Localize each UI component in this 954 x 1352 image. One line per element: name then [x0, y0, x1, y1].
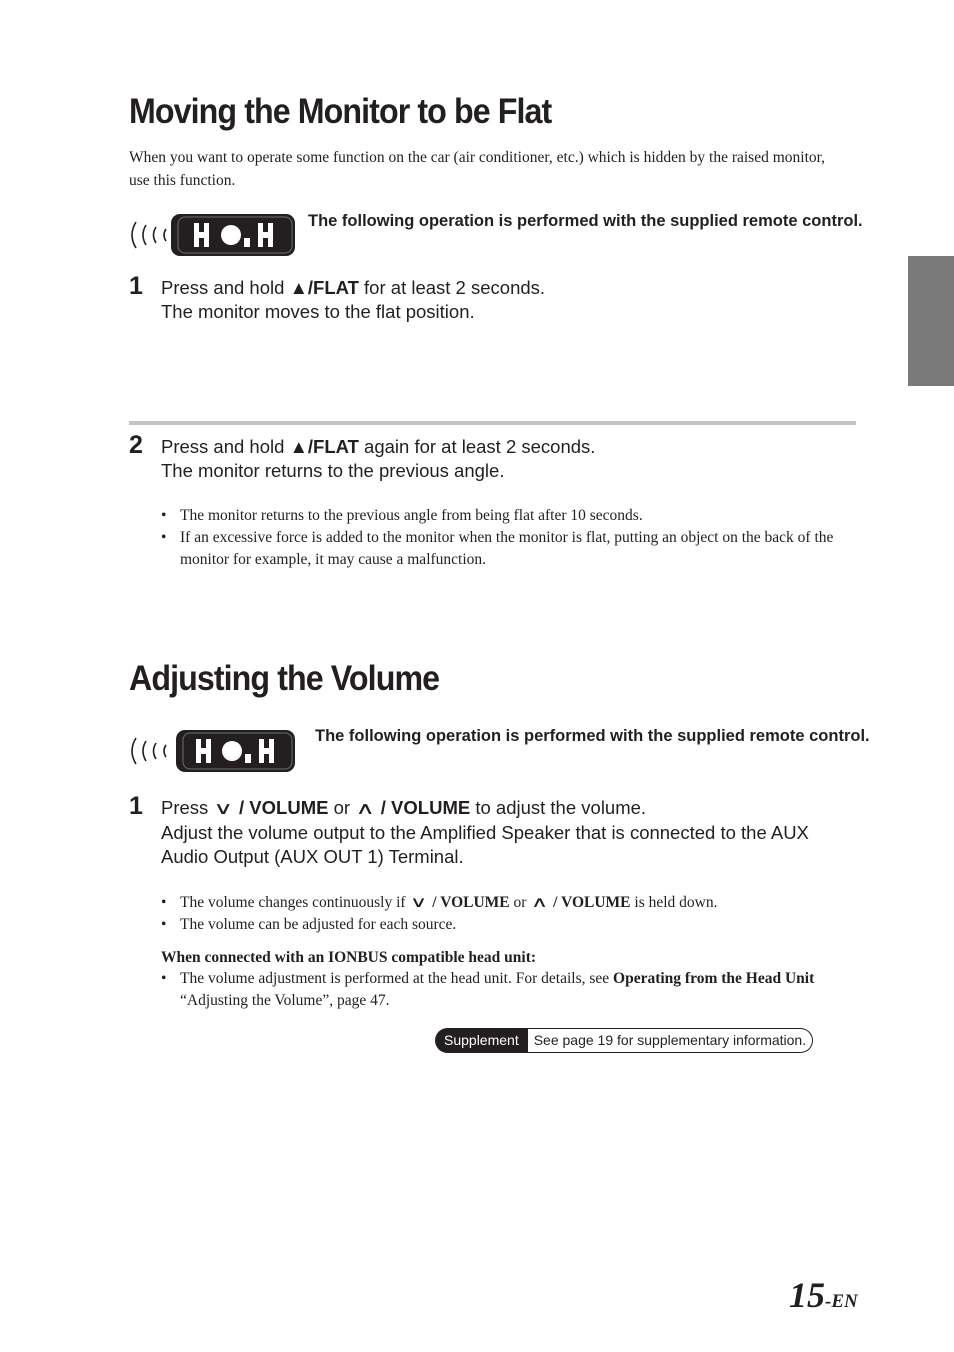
supplement-text: See page 19 for supplementary information. [528, 1028, 813, 1053]
note-text: is held down. [630, 894, 718, 911]
list-item [161, 892, 841, 914]
section-intro-flat: When you want to operate some function on the car (air conditioner, etc.) which is hidden by the raised monitor, use this function. [129, 149, 826, 189]
remote-control-note: The following operation is performed with the supplied remote control. [308, 212, 863, 230]
step-1-instruction [161, 276, 861, 324]
button-name: ▲/FLAT [289, 436, 359, 457]
notes-list-ionbus [161, 968, 841, 1012]
step-2-instruction [161, 435, 861, 483]
volume-up-icon: ∧ [531, 895, 549, 911]
step-number: 1 [129, 792, 143, 820]
button-name: / VOLUME [375, 797, 471, 818]
button-name: / VOLUME [549, 894, 631, 911]
step-text: to adjust the volume. [470, 797, 647, 818]
notes-list-flat [161, 505, 851, 571]
list-item: • The monitor returns to the previous angle from being flat after 10 seconds. [161, 505, 851, 527]
page-number-value: 15 [789, 1275, 825, 1315]
ionbus-heading: When connected with an IONBUS compatible head unit: [161, 949, 537, 966]
volume-up-icon: ∧ [355, 799, 376, 818]
remote-control-icon [126, 728, 296, 779]
volume-down-icon: ∨ [213, 799, 234, 818]
supplement-label: Supplement [435, 1028, 528, 1053]
button-name: ▲/FLAT [289, 277, 359, 298]
step-1-instruction-volume [161, 796, 851, 869]
note-text: The volume changes continuously if [180, 894, 410, 911]
button-name: / VOLUME [428, 894, 510, 911]
remote-control-icon-graphic [126, 728, 296, 774]
step-text: Press and hold [161, 436, 290, 457]
page-number-suffix: -EN [825, 1291, 858, 1312]
step-text: Press and hold [161, 277, 290, 298]
section-title-volume: Adjusting the Volume [129, 659, 440, 698]
notes-list-volume [161, 892, 841, 936]
section-tab [908, 256, 954, 386]
note-text: or [509, 894, 531, 911]
list-item: • The volume can be adjusted for each source. [161, 914, 841, 936]
step-result: The monitor moves to the flat position. [161, 301, 475, 322]
signal-waves-icon [132, 738, 166, 764]
signal-waves-icon [132, 222, 166, 248]
button-name: / VOLUME [233, 797, 329, 818]
page-number [789, 1274, 858, 1316]
list-item: • If an excessive force is added to the monitor when the monitor is flat, putting an object on the back of the monitor for example, it may cause a malfunction. [161, 527, 851, 571]
supplement-box [435, 1028, 813, 1053]
step-result: The monitor returns to the previous angle. [161, 460, 505, 481]
list-item [161, 968, 841, 1012]
step-divider [129, 421, 856, 425]
step-number: 1 [129, 272, 143, 300]
remote-control-note: The following operation is performed with the supplied remote control. [315, 727, 870, 745]
step-text: or [328, 797, 356, 818]
remote-control-icon-graphic [126, 212, 296, 258]
step-text: Press [161, 797, 214, 818]
remote-control-icon [126, 212, 296, 263]
step-text: for at least 2 seconds. [358, 277, 546, 298]
step-result: Adjust the volume output to the Amplified Speaker that is connected to the AUX Audio Output (AUX OUT 1) Terminal. [161, 822, 809, 867]
note-text: “Adjusting the Volume”, page 47. [180, 992, 390, 1009]
reference-title: Operating from the Head Unit [613, 970, 815, 987]
section-title-flat: Moving the Monitor to be Flat [129, 92, 552, 131]
volume-down-icon: ∨ [410, 895, 428, 911]
step-number: 2 [129, 431, 143, 459]
step-text: again for at least 2 seconds. [358, 436, 596, 457]
note-text: The volume adjustment is performed at the head unit. For details, see [180, 970, 614, 987]
